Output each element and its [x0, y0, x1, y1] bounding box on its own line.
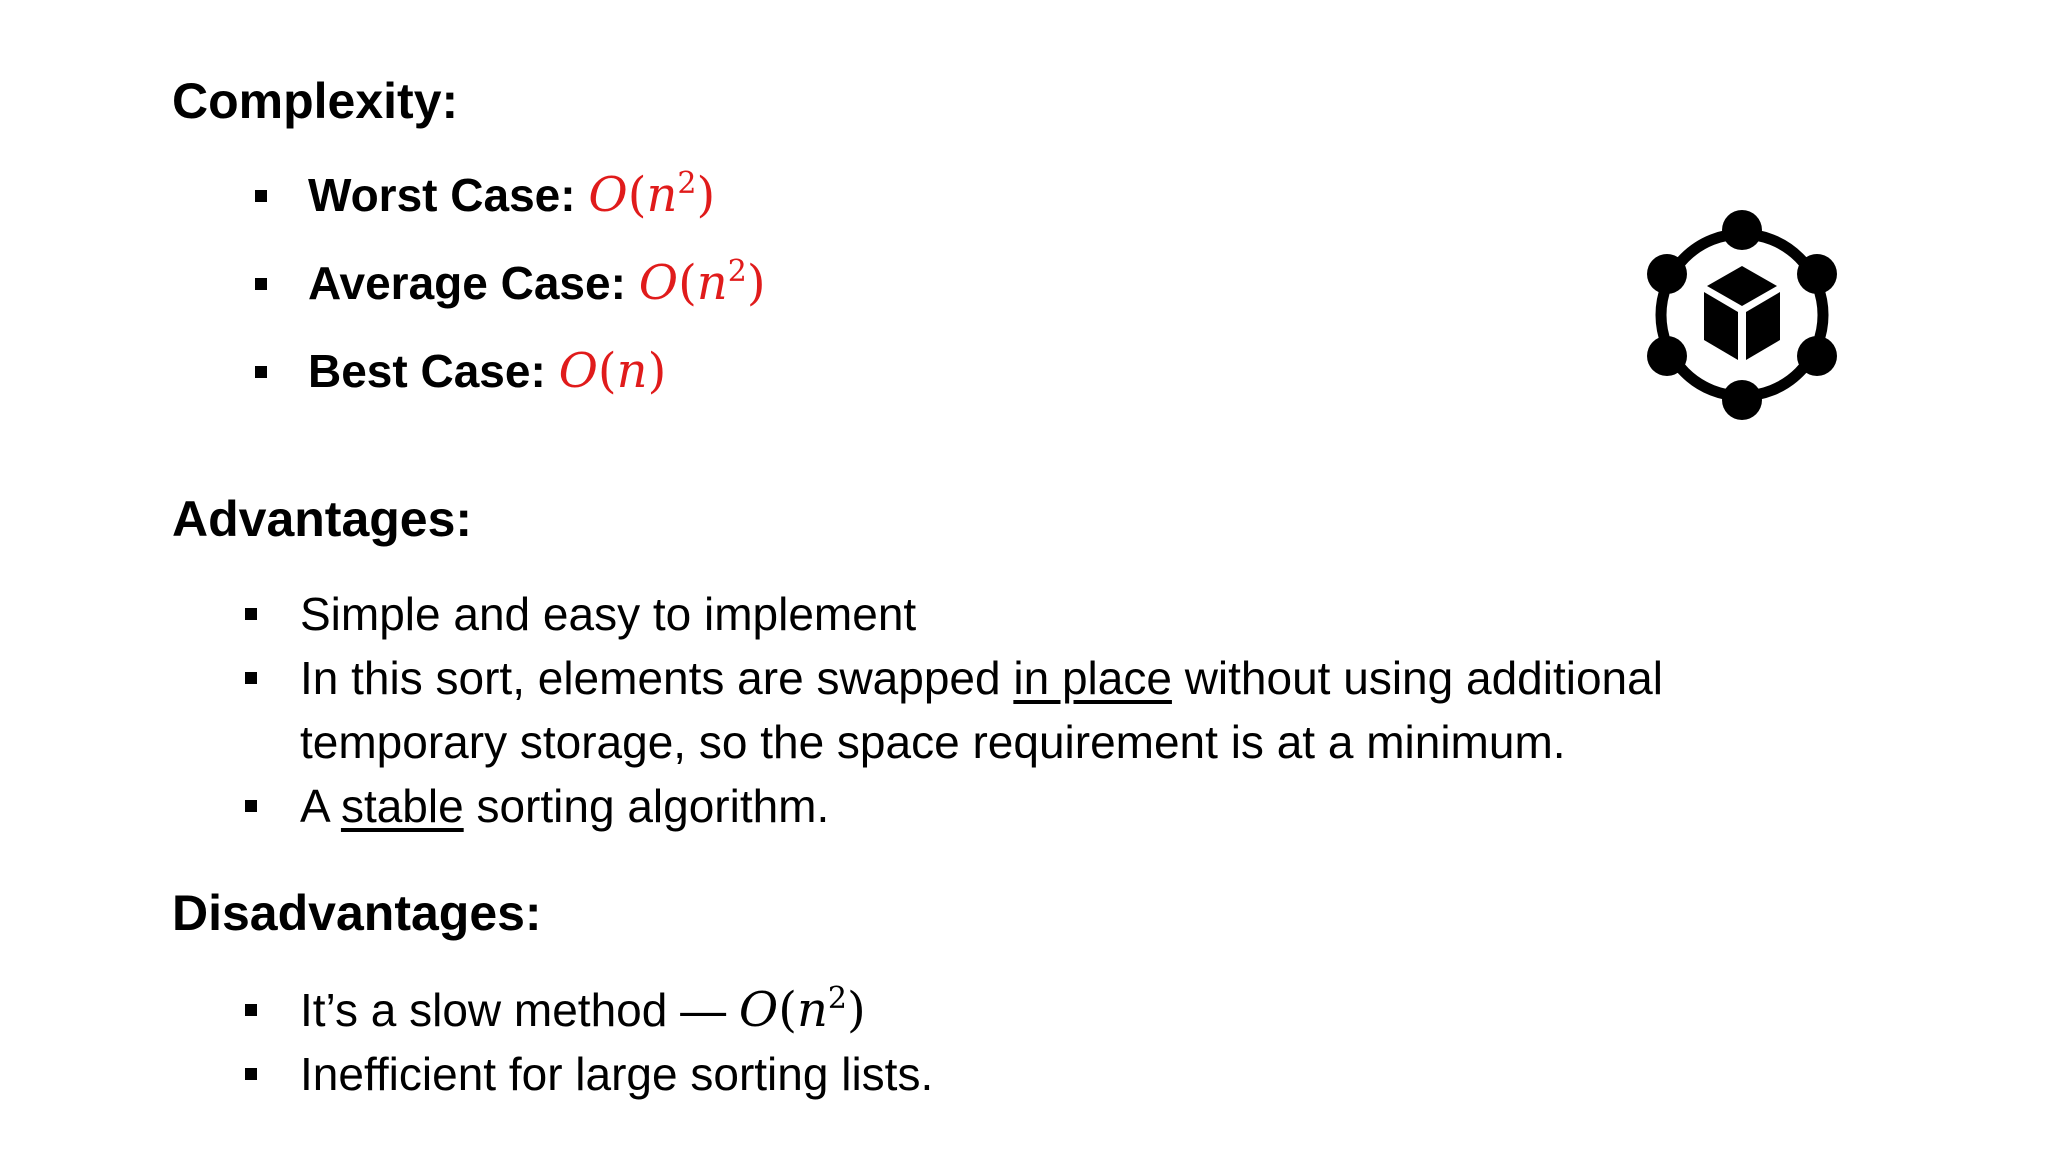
- bullet-square-icon: [245, 800, 257, 812]
- list-item-average-case: [252, 248, 766, 336]
- complexity-heading: Complexity:: [172, 73, 459, 129]
- bullet-square-icon: [255, 190, 267, 202]
- list-item: [242, 1042, 1802, 1106]
- disadvantages-list: [242, 978, 1802, 1106]
- disadvantage-text: Inefficient for large sorting lists.: [300, 1048, 934, 1100]
- stable-underlined: stable: [340, 780, 464, 832]
- complexity-list: [252, 160, 766, 424]
- list-item: [242, 582, 1802, 646]
- bullet-square-icon: [255, 366, 267, 378]
- bullet-square-icon: [245, 1004, 257, 1016]
- bullet-square-icon: [255, 278, 267, 290]
- advantage-text-post: without using additional temporary storage, so the space requirement is at a minimum.: [300, 652, 1663, 768]
- disadvantages-heading: Disadvantages:: [172, 885, 542, 941]
- average-case-label: Average Case:: [308, 257, 639, 309]
- list-item: [242, 646, 1802, 774]
- advantages-list: [242, 582, 1802, 838]
- cube-network-icon: [1644, 210, 1840, 420]
- bullet-square-icon: [245, 608, 257, 620]
- slow-method-complexity: $O(n^2)$: [738, 981, 866, 1038]
- list-item: [242, 774, 1802, 838]
- average-case-complexity: $O(n^2)$: [638, 254, 766, 311]
- bullet-square-icon: [245, 1068, 257, 1080]
- advantage-text: Simple and easy to implement: [300, 588, 917, 640]
- disadvantage-text: It’s a slow method —: [300, 984, 739, 1036]
- worst-case-label: Worst Case:: [308, 169, 589, 221]
- worst-case-complexity: $O(n^2)$: [588, 166, 716, 223]
- best-case-label: Best Case:: [308, 345, 559, 397]
- list-item-best-case: [252, 336, 766, 424]
- best-case-complexity: O(n): [558, 343, 667, 399]
- list-item-worst-case: [252, 160, 766, 248]
- bullet-square-icon: [245, 672, 257, 684]
- list-item: [242, 978, 1802, 1042]
- advantage-text-post: sorting algorithm.: [463, 780, 830, 832]
- in-place-underlined: in place: [1013, 652, 1172, 704]
- advantage-text-pre: A: [300, 780, 341, 832]
- advantages-heading: Advantages:: [172, 491, 473, 547]
- advantage-text-pre: In this sort, elements are swapped: [300, 652, 1014, 704]
